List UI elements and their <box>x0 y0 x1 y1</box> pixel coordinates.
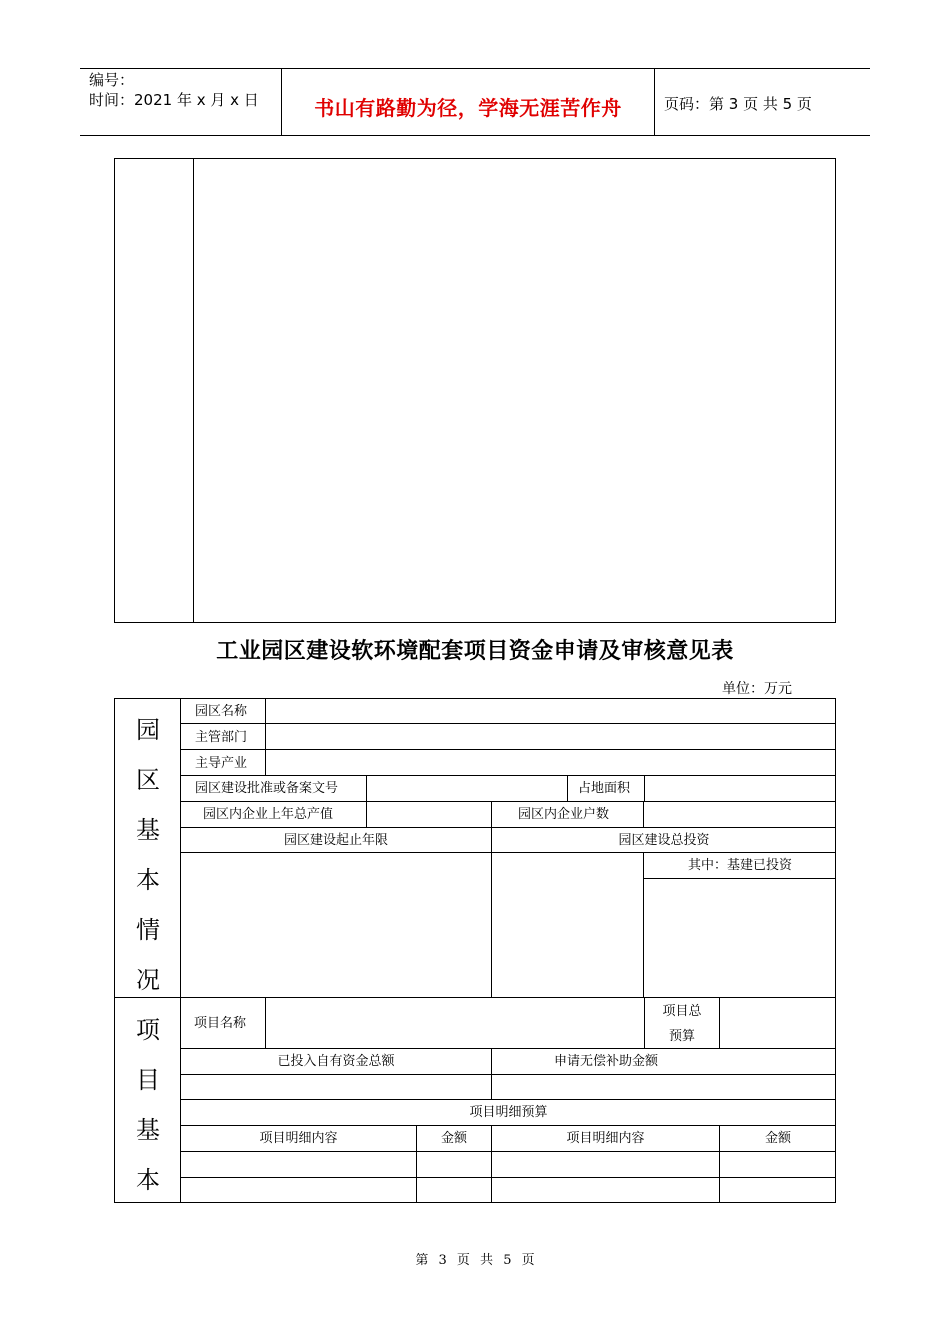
label-area: 占地面积 <box>578 781 631 796</box>
header-divider-right <box>654 68 655 136</box>
page-label: 页码：第 3 页 共 5 页 <box>664 95 812 113</box>
section-basic-info-char: 园 <box>136 716 160 744</box>
label-enterprise-count: 园区内企业户数 <box>518 807 610 822</box>
section-basic-info-char: 况 <box>136 966 160 994</box>
header-bottom-rule <box>80 135 870 136</box>
label-amount-2: 金额 <box>764 1131 791 1146</box>
row-rule <box>180 749 836 750</box>
label-invested: 其中：基建已投资 <box>687 858 792 873</box>
label-subsidy: 申请无偿补助金额 <box>553 1054 658 1069</box>
label-project-name: 项目名称 <box>194 1016 247 1031</box>
col-rule <box>719 997 720 1048</box>
label-construction-period: 园区建设起止年限 <box>283 833 388 848</box>
col-rule <box>491 801 492 997</box>
time-label: 时间：2021 年 x 月 x 日 <box>89 91 259 109</box>
section-basic-info-char: 基 <box>136 816 160 844</box>
row-rule <box>180 775 836 776</box>
section-project-info-char: 基 <box>136 1116 160 1144</box>
section-project-info-char: 项 <box>136 1016 160 1044</box>
header-top-rule <box>80 68 870 69</box>
label-total-investment: 园区建设总投资 <box>618 833 710 848</box>
section-project-info-char: 本 <box>136 1166 160 1194</box>
label-detail-budget: 项目明细预算 <box>469 1105 548 1120</box>
row-rule <box>180 852 836 853</box>
row-rule <box>643 878 836 879</box>
label-budget-line2: 预算 <box>668 1029 695 1044</box>
label-approval-no: 园区建设批准或备案文号 <box>195 781 339 796</box>
row-rule <box>180 1074 836 1075</box>
row-rule <box>180 1151 836 1152</box>
label-budget-line1: 项目总 <box>662 1004 702 1019</box>
col-rule <box>366 775 367 801</box>
row-rule <box>180 723 836 724</box>
label-park-name: 园区名称 <box>195 704 248 719</box>
serial-label: 编号： <box>89 71 135 89</box>
section-separator <box>114 997 836 998</box>
section-basic-info-char: 区 <box>136 766 160 794</box>
page-title: 工业园区建设软环境配套项目资金申请及审核意见表 <box>216 638 734 664</box>
row-rule <box>180 827 836 828</box>
label-amount-1: 金额 <box>440 1131 467 1146</box>
continuation-table <box>114 158 836 623</box>
col-rule <box>265 698 266 775</box>
section-basic-info-char: 情 <box>136 916 160 944</box>
label-department: 主管部门 <box>195 730 248 745</box>
col-rule <box>366 801 367 827</box>
label-last-year-output: 园区内企业上年总产值 <box>203 807 334 822</box>
row-rule <box>180 1125 836 1126</box>
header-motto: 书山有路勤为径，学海无涯苦作舟 <box>314 96 622 120</box>
row-rule <box>180 1099 836 1100</box>
section-project-info-char: 目 <box>136 1066 160 1094</box>
col-rule <box>567 775 568 801</box>
continuation-table-divider <box>193 158 194 623</box>
col-rule <box>644 775 645 801</box>
label-industry: 主导产业 <box>195 756 248 771</box>
unit-label: 单位：万元 <box>722 681 792 697</box>
page-footer: 第 3 页 共 5 页 <box>415 1253 535 1268</box>
col-rule <box>643 801 644 827</box>
label-own-funds: 已投入自有资金总额 <box>277 1054 395 1069</box>
row-rule <box>180 801 836 802</box>
form-outer-border <box>114 698 836 1203</box>
label-detail-content-1: 项目明细内容 <box>259 1131 338 1146</box>
label-column-rule <box>180 698 181 1203</box>
row-rule <box>180 1048 836 1049</box>
label-detail-content-2: 项目明细内容 <box>566 1131 645 1146</box>
row-rule <box>180 1177 836 1178</box>
col-rule <box>265 997 266 1048</box>
section-basic-info-char: 本 <box>136 866 160 894</box>
